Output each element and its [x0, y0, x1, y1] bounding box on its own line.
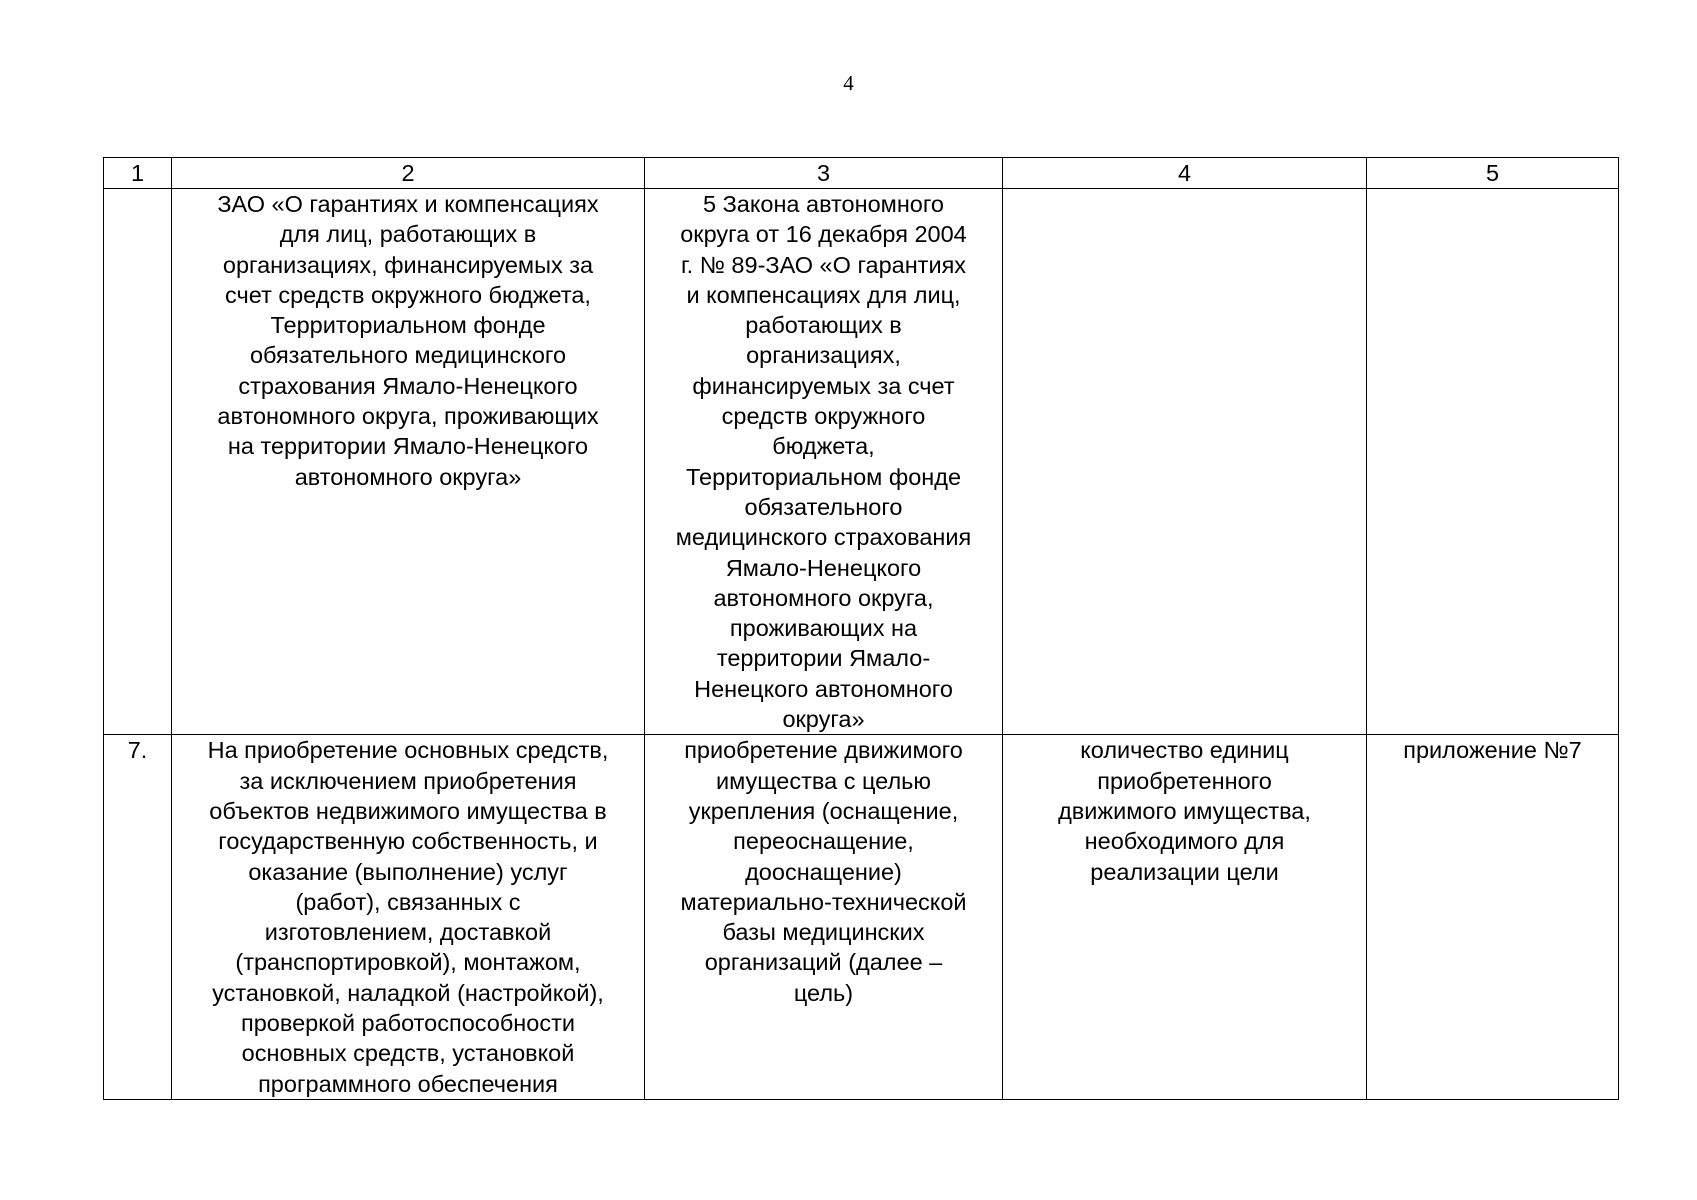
- indicator-cell: количество единиц приобретенного движимого имущества, необходимого для реализации цели: [1003, 735, 1367, 1100]
- table-row: [104, 735, 1619, 1100]
- page-number: 4: [843, 71, 854, 95]
- purpose-cell: приобретение движимого имущества с целью укрепления (оснащение, переоснащение, дооснащение) материально-технической базы медицинских организаций (далее – цель): [645, 735, 1003, 1100]
- purpose-cell: 5 Закона автономного округа от 16 декабря 2004 г. № 89-ЗАО «О гарантиях и компенсациях для лиц, работающих в организациях, финансируемых за счет средств окружного бюджета, Территориальном фонде обязательного медицинского страхования Ямало-Ненецкого автономного округа, проживающих на территории Ямало- Ненецкого автономного округа»: [645, 189, 1003, 735]
- column-header-5: 5: [1367, 158, 1619, 189]
- description-cell: ЗАО «О гарантиях и компенсациях для лиц, работающих в организациях, финансируемых за счет средств окружного бюджета, Территориальном фонде обязательного медицинского страхования Ямало-Ненецкого автономного округа, проживающих на территории Ямало-Ненецкого автономного округа»: [172, 189, 645, 735]
- column-header-2: 2: [172, 158, 645, 189]
- indicator-cell: [1003, 189, 1367, 735]
- table-row: [104, 189, 1619, 735]
- table-header-row: [104, 158, 1619, 189]
- data-table: [103, 157, 1619, 1100]
- row-number-cell: [104, 189, 172, 735]
- column-header-3: 3: [645, 158, 1003, 189]
- row-number-cell: 7.: [104, 735, 172, 1100]
- description-cell: На приобретение основных средств, за исключением приобретения объектов недвижимого имущества в государственную собственность, и оказание (выполнение) услуг (работ), связанных с изготовлением, доставкой (транспортировкой), монтажом, установкой, наладкой (настройкой), проверкой работоспособности основных средств, установкой программного обеспечения: [172, 735, 645, 1100]
- appendix-cell: [1367, 189, 1619, 735]
- column-header-4: 4: [1003, 158, 1367, 189]
- column-header-1: 1: [104, 158, 172, 189]
- appendix-cell: приложение №7: [1367, 735, 1619, 1100]
